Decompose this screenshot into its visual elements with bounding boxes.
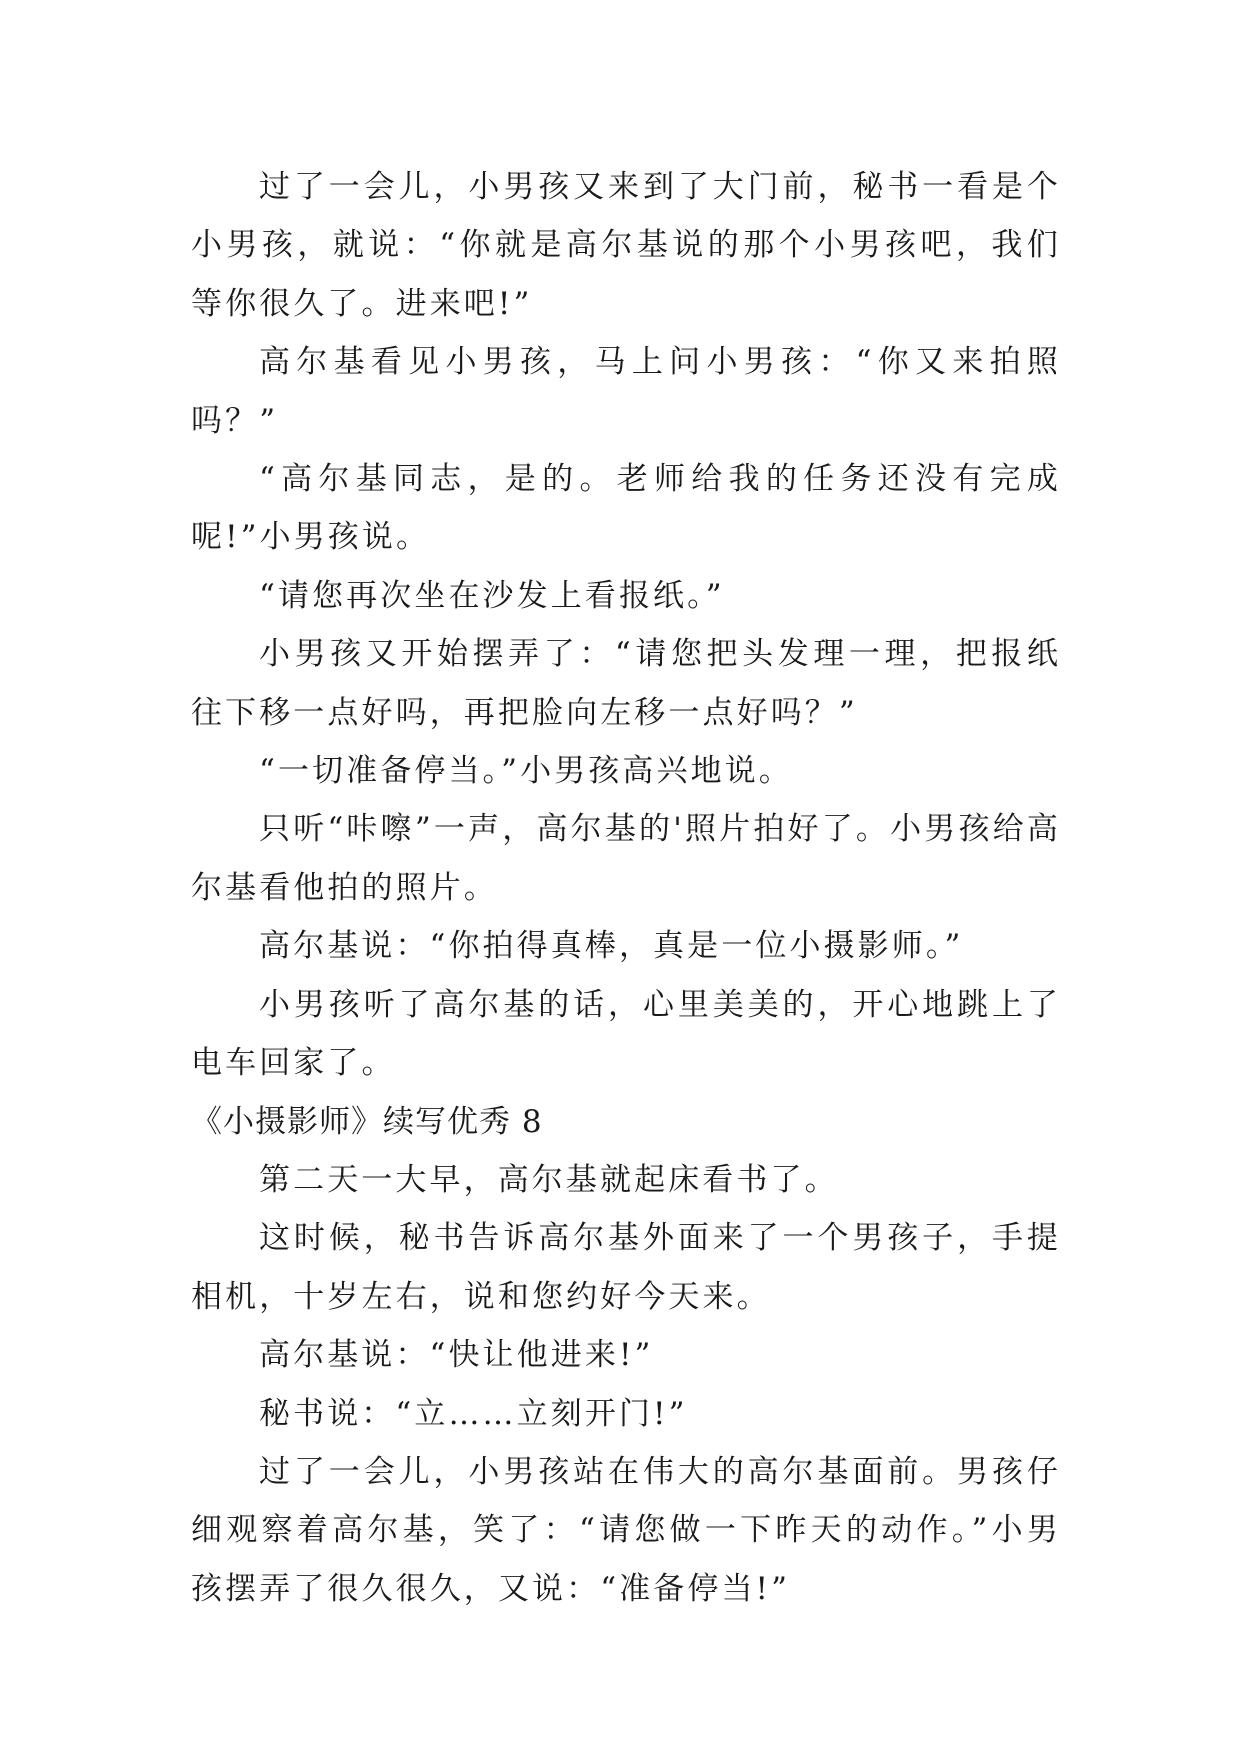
paragraph: “高尔基同志，是的。老师给我的任务还没有完成呢!”小男孩说。 — [191, 461, 1061, 556]
paragraph: 秘书说：“立……立刻开门!” — [259, 1395, 688, 1432]
paragraph: 高尔基看见小男孩，马上问小男孩：“你又来拍照吗？” — [191, 344, 1061, 439]
paragraph: 小男孩听了高尔基的话，心里美美的，开心地跳上了电车回家了。 — [191, 986, 1061, 1082]
paragraph: 高尔基说：“你拍得真棒，真是一位小摄影师。” — [259, 928, 964, 965]
paragraph: 第二天一大早，高尔基就起床看书了。 — [259, 1161, 839, 1198]
paragraph: 只听“咔嚓”一声，高尔基的'照片拍好了。小男孩给高尔基看他拍的照片。 — [191, 811, 1061, 906]
paragraph: 过了一会儿，小男孩又来到了大门前，秘书一看是个小男孩，就说：“你就是高尔基说的那个小男孩吧，我们等你很久了。进来吧!” — [191, 169, 1061, 322]
paragraph: 过了一会儿，小男孩站在伟大的高尔基面前。男孩仔细观察着高尔基，笑了：“请您做一下昨天的动作。”小男孩摆弄了很久很久，又说：“准备停当!” — [191, 1453, 1061, 1607]
paragraph: 这时候，秘书告诉高尔基外面来了一个男孩子，手提相机，十岁左右，说和您约好今天来。 — [191, 1220, 1061, 1315]
paragraph: “一切准备停当。”小男孩高兴地说。 — [259, 753, 793, 790]
paragraph: 高尔基说：“快让他进来!” — [259, 1337, 654, 1374]
document-body — [191, 158, 1061, 1618]
section-heading: 《小摄影师》续写优秀 8 — [191, 1103, 543, 1140]
paragraph: “请您再次坐在沙发上看报纸。” — [259, 577, 725, 614]
paragraph: 小男孩又开始摆弄了：“请您把头发理一理，把报纸往下移一点好吗，再把脸向左移一点好吗？” — [191, 636, 1061, 731]
